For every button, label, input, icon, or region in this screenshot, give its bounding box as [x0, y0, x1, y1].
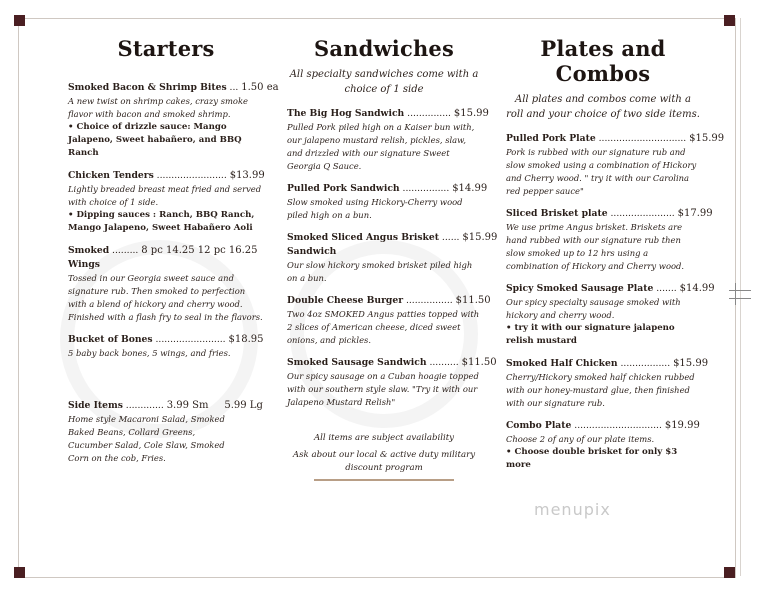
fold-mark — [735, 283, 736, 305]
discount-note: Ask about our local & active duty military discount program — [292, 450, 476, 473]
sandwiches-intro: All specialty sandwiches come with a choice of 1 side — [289, 69, 479, 95]
item-name: Pulled Pork Plate — [506, 133, 596, 144]
menupix-watermark: menupix — [534, 500, 611, 519]
item-name: Smoked Bacon & Shrimp Bites — [68, 82, 227, 93]
item-dots: ............. — [122, 400, 164, 411]
item-name: Combo Plate — [506, 420, 572, 431]
item-name: Smoked — [68, 245, 110, 256]
item-dots: .......... — [426, 357, 459, 368]
item-price: 3.99 Sm 5.99 Lg — [166, 400, 263, 411]
item-dots: ....... — [653, 283, 677, 294]
fold-mark — [729, 298, 751, 299]
item-description: Choose 2 of any of our plate items. — [506, 434, 655, 444]
item-price: $17.99 — [677, 208, 713, 219]
menu-item-sliced-brisket-plate — [506, 207, 713, 273]
menu-item-pulled-pork-sandwich — [287, 182, 488, 222]
item-name: Spicy Smoked Sausage Plate — [506, 283, 654, 294]
menu-item-smoked-sausage-sandwich — [287, 356, 497, 409]
fold-mark — [729, 290, 751, 291]
item-name: Smoked Sliced Angus Brisket — [287, 232, 440, 243]
item-description: Our spicy specialty sausage smoked with hickory and cherry wood. — [506, 297, 681, 320]
item-price: $15.99 — [453, 108, 489, 119]
menu-item-smoked-half-chicken — [506, 357, 709, 410]
item-name: Side Items — [68, 400, 123, 411]
item-dots: ........................ — [152, 334, 226, 345]
menu-item-double-cheese-burger — [287, 294, 491, 347]
starters-column — [68, 36, 279, 474]
item-description: Pork is rubbed with our signature rub and slow smoked using a combination of Hickory and Cherry wood. " try it with our Carolina red pepper sauce" — [506, 147, 697, 196]
item-description: Lightly breaded breast meat fried and served with choice of 1 side. — [68, 184, 262, 207]
menu-item-spicy-smoked-sausage-plate — [506, 282, 715, 348]
menu-item-smoked-bacon-shrimp-bites — [68, 81, 279, 160]
item-price: $11.50 — [455, 295, 491, 306]
item-name: Double Cheese Burger — [287, 295, 404, 306]
item-price: 1.50 ea — [241, 82, 279, 93]
item-description: Cherry/Hickory smoked half chicken rubbed with our honey-mustard glue, then finished with our signature rub. — [506, 372, 695, 408]
sandwiches-heading: Sandwiches — [313, 36, 455, 61]
item-note: • Choose double brisket for only $3 more — [506, 447, 678, 470]
corner-mark — [14, 15, 25, 26]
item-dots: .............................. — [571, 420, 662, 431]
item-note: • try it with our signature jalapeno relish mustard — [506, 323, 675, 346]
corner-mark — [14, 567, 25, 578]
item-description: Our slow hickory smoked brisket piled high on a bun. — [287, 260, 473, 283]
item-description: Home style Macaroni Salad, Smoked Baked Beans, Collard Greens, Cucumber Salad, Cole Slaw, Smoked Corn on the cob, Fries. — [68, 414, 225, 463]
item-dots: ... — [226, 82, 239, 93]
item-dots: ................. — [617, 358, 671, 369]
menu-item-combo-plate — [506, 419, 700, 472]
item-price: $19.99 — [664, 420, 700, 431]
item-price: $11.50 — [461, 357, 497, 368]
item-name-line2: Wings — [68, 259, 100, 270]
item-price: $15.99 — [689, 133, 725, 144]
item-name: Sliced Brisket plate — [506, 208, 608, 219]
item-description: A new twist on shrimp cakes, crazy smoke flavor with bacon and smoked shrimp. — [68, 96, 249, 119]
corner-mark — [724, 567, 735, 578]
item-name: Smoked Half Chicken — [506, 358, 618, 369]
availability-note: All items are subject availability — [313, 433, 455, 443]
item-name: Bucket of Bones — [68, 334, 153, 345]
item-price: $14.99 — [679, 283, 715, 294]
item-description: Slow smoked using Hickory-Cherry wood piled high on a bun. — [287, 197, 463, 220]
item-description: Pulled Pork piled high on a Kaiser bun with, our jalapeno mustard relish, pickles, slaw, and drizzled with our signature Sweet Georgia Q Sauce. — [287, 122, 475, 171]
corner-mark — [724, 15, 735, 26]
plates-heading: Plates and Combos — [540, 36, 666, 86]
menu-item-smoked-wings — [68, 244, 264, 324]
menu-item-chicken-tenders — [68, 169, 264, 235]
plates-column — [506, 36, 725, 481]
item-description: 5 baby back bones, 5 wings, and fries. — [68, 348, 231, 358]
item-price: $14.99 — [452, 183, 488, 194]
item-dots: .............................. — [595, 133, 687, 144]
item-dots: ...... — [439, 232, 460, 243]
item-description: Our spicy sausage on a Cuban hoagie topped with our southern style slaw. "Try it with our Jalapeno Mustard Relish" — [287, 371, 479, 407]
item-note: • Dipping sauces : Ranch, BBQ Ranch, Mango Jalapeno, Sweet Habañero Aoli — [68, 210, 255, 233]
item-price: $13.99 — [229, 170, 265, 181]
item-dots: ...................... — [607, 208, 675, 219]
item-description: We use prime Angus brisket. Briskets are hand rubbed with our signature rub then slow smoked up to 12 hrs using a combination of Hickory and Cherry wood. — [506, 222, 685, 271]
menu-item-bucket-of-bones — [68, 333, 264, 360]
item-description: Tossed in our Georgia sweet sauce and signature rub. Then smoked to perfection with a blend of hickory and cherry wood. Finished with a flash fry to seal in the flavors. — [68, 273, 263, 322]
item-note: • Choice of drizzle sauce: Mango Jalapeno, Sweet habañero, and BBQ Ranch — [68, 122, 242, 158]
menu-item-smoked-sliced-angus-brisket-sandwich — [287, 231, 498, 285]
footer-divider — [314, 479, 454, 481]
item-name: Pulled Pork Sandwich — [287, 183, 400, 194]
plates-intro: All plates and combos come with a roll and your choice of two side items. — [506, 94, 700, 120]
item-dots: ............... — [404, 108, 451, 119]
item-price: 8 pc 14.25 12 pc 16.25 — [141, 245, 258, 256]
sandwiches-column — [287, 36, 498, 481]
item-dots: ......... — [109, 245, 139, 256]
item-price: $15.99 — [462, 232, 498, 243]
item-dots: ........................ — [153, 170, 227, 181]
menu-item-big-hog-sandwich — [287, 107, 489, 173]
item-price: $15.99 — [673, 358, 709, 369]
item-description: Two 4oz SMOKED Angus patties topped with 2 slices of American cheese, diced sweet onions, and pickles. — [287, 309, 480, 345]
item-name: Smoked Sausage Sandwich — [287, 357, 427, 368]
item-name: Chicken Tenders — [68, 170, 154, 181]
item-name-line2: Sandwich — [287, 246, 337, 257]
menu-item-pulled-pork-plate — [506, 132, 725, 198]
menu-item-side-items — [68, 399, 264, 465]
item-price: $18.95 — [228, 334, 264, 345]
item-name: The Big Hog Sandwich — [287, 108, 405, 119]
item-dots: ................ — [399, 183, 450, 194]
item-dots: ................ — [403, 295, 453, 306]
fold-line — [740, 18, 741, 576]
starters-heading: Starters — [117, 36, 215, 61]
